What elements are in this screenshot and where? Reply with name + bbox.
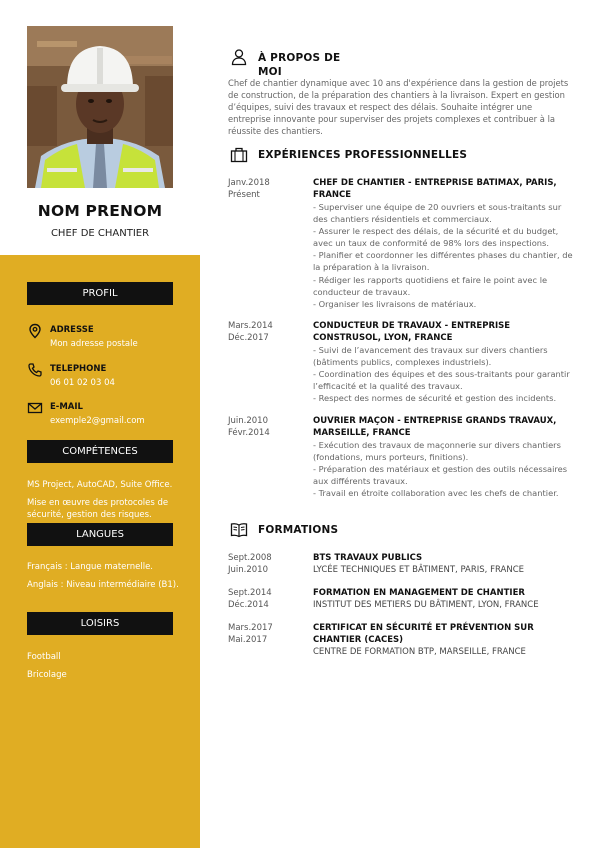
experience-title: OUVRIER MAÇON - ENTREPRISE GRANDS TRAVAUX, MARSEILLE, FRANCE [313,416,557,438]
briefcase-icon [230,146,248,164]
hobbies-heading: LOISIRS [27,612,173,635]
experience-bullet: - Préparation des matériaux et gestion des outils nécessaires aux différents travaux. [313,464,568,487]
experience-end: Févr.2014 [228,428,270,438]
person-icon [230,48,248,66]
skills-heading: COMPÉTENCES [27,440,173,463]
education-start: Sept.2014 [228,588,272,598]
profile-photo [27,26,173,188]
language-item: Anglais : Niveau intermédiaire (B1). [27,580,179,590]
candidate-name: NOM PRENOM [37,202,163,220]
education-title: BTS TRAVAUX PUBLICS [313,553,423,563]
experience-dates [228,320,308,344]
experience-bullet: - Coordination des équipes et des sous-traitants pour garantir l’efficacité et la qualité des travaux. [313,369,570,392]
skill-item: MS Project, AutoCAD, Suite Office. [27,480,173,490]
experience-end: Déc.2017 [228,333,269,343]
experience-bullet: - Rédiger les rapports quotidiens et faire le point avec le conducteur de travaux. [313,274,548,297]
education-heading: FORMATIONS [258,524,339,536]
experience-title: CHEF DE CHANTIER - ENTREPRISE BATIMAX, PARIS, FRANCE [313,178,557,200]
experience-bullet: - Planifier et coordonner les différentes phases du chantier, de la préparation à la livraison. [313,250,573,273]
education-dates [228,552,308,576]
experience-bullet: - Assurer le respect des délais, de la sécurité et du budget, avec un taux de conformité de 98% lors des inspections. [313,226,559,249]
sidebar [0,0,200,848]
language-item: Français : Langue maternelle. [27,562,154,572]
envelope-icon [27,400,43,416]
education-start: Sept.2008 [228,553,272,563]
experience-bullet: - Travail en étroite collaboration avec les chefs de chantier. [313,488,559,499]
phone-icon [27,362,43,378]
worker-portrait-image [27,26,173,188]
education-school: LYCÉE TECHNIQUES ET BÂTIMENT, PARIS, FRANCE [313,565,524,575]
experience-bullet: - Superviser une équipe de 20 ouvriers et sous-traitants sur des chantiers résidentiels et commerciaux. [313,202,562,225]
education-title: CERTIFICAT EN SÉCURITÉ ET PRÉVENTION SUR CHANTIER (CACES) [313,623,534,645]
experience-heading: EXPÉRIENCES PROFESSIONNELLES [258,149,468,161]
contact-phone-value: 06 01 02 03 04 [50,378,115,388]
location-pin-icon [27,323,43,339]
contact-email-label: E-MAIL [50,402,83,412]
profile-heading: PROFIL [27,282,173,305]
education-end: Juin.2010 [228,565,268,575]
about-text: Chef de chantier dynamique avec 10 ans d'expérience dans la gestion de projets de construction, de la préparation des chantiers à la livraison. Expert en gestion d’équipes, suivi des travaux et respect des délais. Souhaite intégrer une entreprise innovante pour superviser des projets complexes et contribuer à la réussite des chantiers. [228,78,569,137]
education-school: INSTITUT DES METIERS DU BÂTIMENT, LYON, FRANCE [313,600,539,610]
experience-dates [228,177,308,201]
experience-bullet: - Respect des normes de sécurité et gestion des incidents. [313,393,557,404]
hobby-item: Football [27,652,61,662]
education-dates [228,587,308,611]
experience-bullet: - Organiser les livraisons de matériaux. [313,298,477,309]
contact-email-value: exemple2@gmail.com [50,416,145,426]
open-book-icon [230,521,248,539]
about-heading: À PROPOS DE MOI [258,52,341,78]
education-end: Déc.2014 [228,600,269,610]
experience-bullet: - Suivi de l’avancement des travaux sur divers chantiers (bâtiments publics, complexes industriels). [313,345,548,368]
languages-heading: LANGUES [27,523,173,546]
skill-item: Mise en œuvre des protocoles de sécurité, gestion des risques. [27,498,169,520]
contact-phone-label: TELEPHONE [50,364,107,374]
education-dates [228,622,308,646]
education-school: CENTRE DE FORMATION BTP, MARSEILLE, FRANCE [313,647,526,657]
experience-title: CONDUCTEUR DE TRAVAUX - ENTREPRISE CONSTRUSOL, LYON, FRANCE [313,321,511,343]
candidate-job-title: CHEF DE CHANTIER [50,228,150,239]
education-end: Mai.2017 [228,635,268,645]
contact-address-value: Mon adresse postale [50,339,138,349]
experience-start: Janv.2018 [228,178,270,188]
experience-end: Présent [228,190,260,200]
experience-start: Juin.2010 [228,416,268,426]
experience-dates [228,415,308,439]
education-title: FORMATION EN MANAGEMENT DE CHANTIER [313,588,525,598]
contact-address-label: ADRESSE [50,325,94,335]
education-start: Mars.2017 [228,623,273,633]
experience-bullet: - Exécution des travaux de maçonnerie sur divers chantiers (fondations, murs porteurs, finitions). [313,440,561,463]
experience-start: Mars.2014 [228,321,273,331]
hobby-item: Bricolage [27,670,67,680]
